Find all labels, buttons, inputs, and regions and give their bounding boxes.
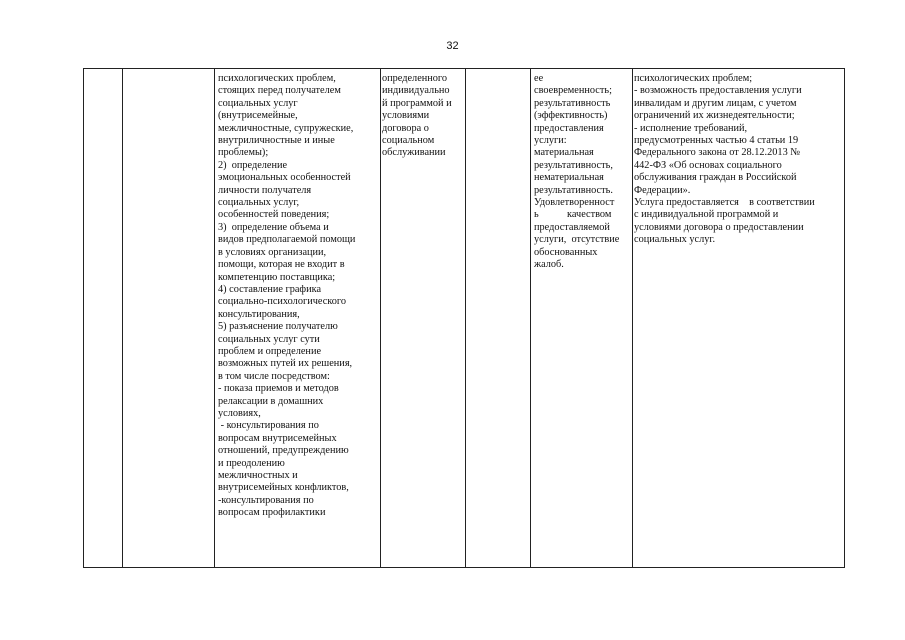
text-line: результативность — [534, 97, 611, 109]
text-line: ограничений их жизнедеятельности; — [634, 110, 795, 122]
text-line: социальных услуг, — [218, 197, 300, 209]
text-line: условиями — [382, 110, 430, 122]
text-line: (внутрисемейные, — [218, 110, 298, 122]
text-line: 442-ФЗ «Об основах социального — [634, 159, 782, 171]
text-line: 5) разъяснение получателю — [218, 321, 338, 333]
page-number: 32 — [446, 40, 459, 52]
text-line: социальных услуг сути — [218, 333, 320, 345]
text-line: ь качеством — [534, 209, 612, 221]
text-line: - консультирования по — [218, 420, 319, 432]
column-divider — [632, 69, 633, 567]
text-line: психологических проблем; — [634, 73, 753, 84]
text-line: й программой и — [382, 97, 452, 109]
column-divider — [465, 69, 466, 567]
text-line: 4) составление графика — [218, 283, 322, 295]
text-line: Услуга предоставляется в соответствии — [634, 197, 815, 209]
text-line: с индивидуальной программой и — [634, 209, 779, 221]
text-line: помощи, которая не входит в — [218, 259, 345, 271]
column-divider — [122, 69, 123, 567]
text-line: инвалидам и другим лицам, с учетом — [634, 97, 797, 109]
text-line: 3) определение объема и — [218, 221, 329, 233]
text-line: Федерального закона от 28.12.2013 № — [634, 147, 801, 159]
text-line: условиями договора о предоставлении — [634, 221, 804, 233]
text-line: в том числе посредством: — [218, 370, 330, 382]
text-line: в условиях организации, — [218, 246, 327, 258]
cell-service-term — [382, 73, 464, 160]
text-line: определенного — [382, 73, 448, 84]
text-line: индивидуально — [382, 85, 450, 97]
services-table — [83, 68, 845, 568]
text-line: - исполнение требований, — [634, 122, 748, 134]
text-line: условиях, — [218, 407, 261, 419]
text-line: обоснованных — [534, 246, 598, 258]
text-line: эмоциональных особенностей — [218, 172, 351, 184]
column-divider — [380, 69, 381, 567]
text-line: (эффективность) — [534, 110, 608, 122]
text-line: консультирования, — [218, 308, 300, 320]
text-line: внутрисемейных конфликтов, — [218, 482, 349, 494]
text-line: межличностные, супружеские, — [218, 122, 354, 134]
text-line: Федерации». — [634, 184, 691, 196]
text-line: ее — [534, 73, 544, 84]
text-line: социально-психологического — [218, 296, 347, 308]
text-line: -консультирования по — [218, 494, 314, 506]
text-line: и преодолению — [218, 457, 285, 469]
text-line: проблемы); — [218, 147, 269, 159]
text-line: предусмотренных частью 4 статьи 19 — [634, 135, 799, 147]
text-line: релаксации в домашних — [218, 395, 324, 407]
text-line: договора о — [382, 122, 429, 134]
text-line: проблем и определение — [218, 345, 322, 357]
text-line: результативность. — [534, 184, 613, 196]
text-line: своевременность; — [534, 85, 612, 97]
column-divider — [530, 69, 531, 567]
cell-quality-indicators — [534, 73, 630, 272]
text-line: - возможность предоставления услуги — [634, 85, 802, 97]
text-line: предоставления — [534, 122, 604, 134]
text-line: услуги, отсутствие — [534, 234, 620, 246]
text-line: социальных услуг. — [634, 234, 716, 246]
text-line: стоящих перед получателем — [218, 85, 341, 97]
text-line: услуги: — [534, 135, 567, 147]
text-line: обслуживании — [382, 147, 446, 159]
text-line: видов предполагаемой помощи — [218, 234, 356, 246]
text-line: отношений, предупреждению — [218, 445, 349, 457]
text-line: возможных путей их решения, — [218, 358, 353, 370]
column-divider — [214, 69, 215, 567]
text-line: компетенцию поставщика; — [218, 271, 336, 283]
text-line: 2) определение — [218, 159, 288, 171]
text-line: вопросам внутрисемейных — [218, 432, 337, 444]
text-line: личности получателя — [218, 184, 312, 196]
text-line: - показа приемов и методов — [218, 383, 339, 395]
text-line: материальная — [534, 147, 594, 159]
cell-service-description — [218, 73, 378, 520]
text-line: внутриличностные и иные — [218, 135, 335, 147]
text-line: Удовлетворенност — [534, 197, 615, 209]
text-line: психологических проблем, — [218, 73, 336, 84]
text-line: результативность, — [534, 159, 613, 171]
text-line: социальном — [382, 135, 435, 147]
text-line: жалоб. — [534, 259, 564, 271]
text-line: обслуживания граждан в Российской — [634, 172, 797, 184]
text-line: предоставляемой — [534, 221, 610, 233]
text-line: межличностных и — [218, 470, 298, 481]
text-line: социальных услуг — [218, 97, 298, 109]
cell-conditions — [634, 73, 844, 247]
text-line: вопросам профилактики — [218, 507, 326, 519]
text-line: нематериальная — [534, 172, 604, 184]
text-line: особенностей поведения; — [218, 209, 330, 221]
